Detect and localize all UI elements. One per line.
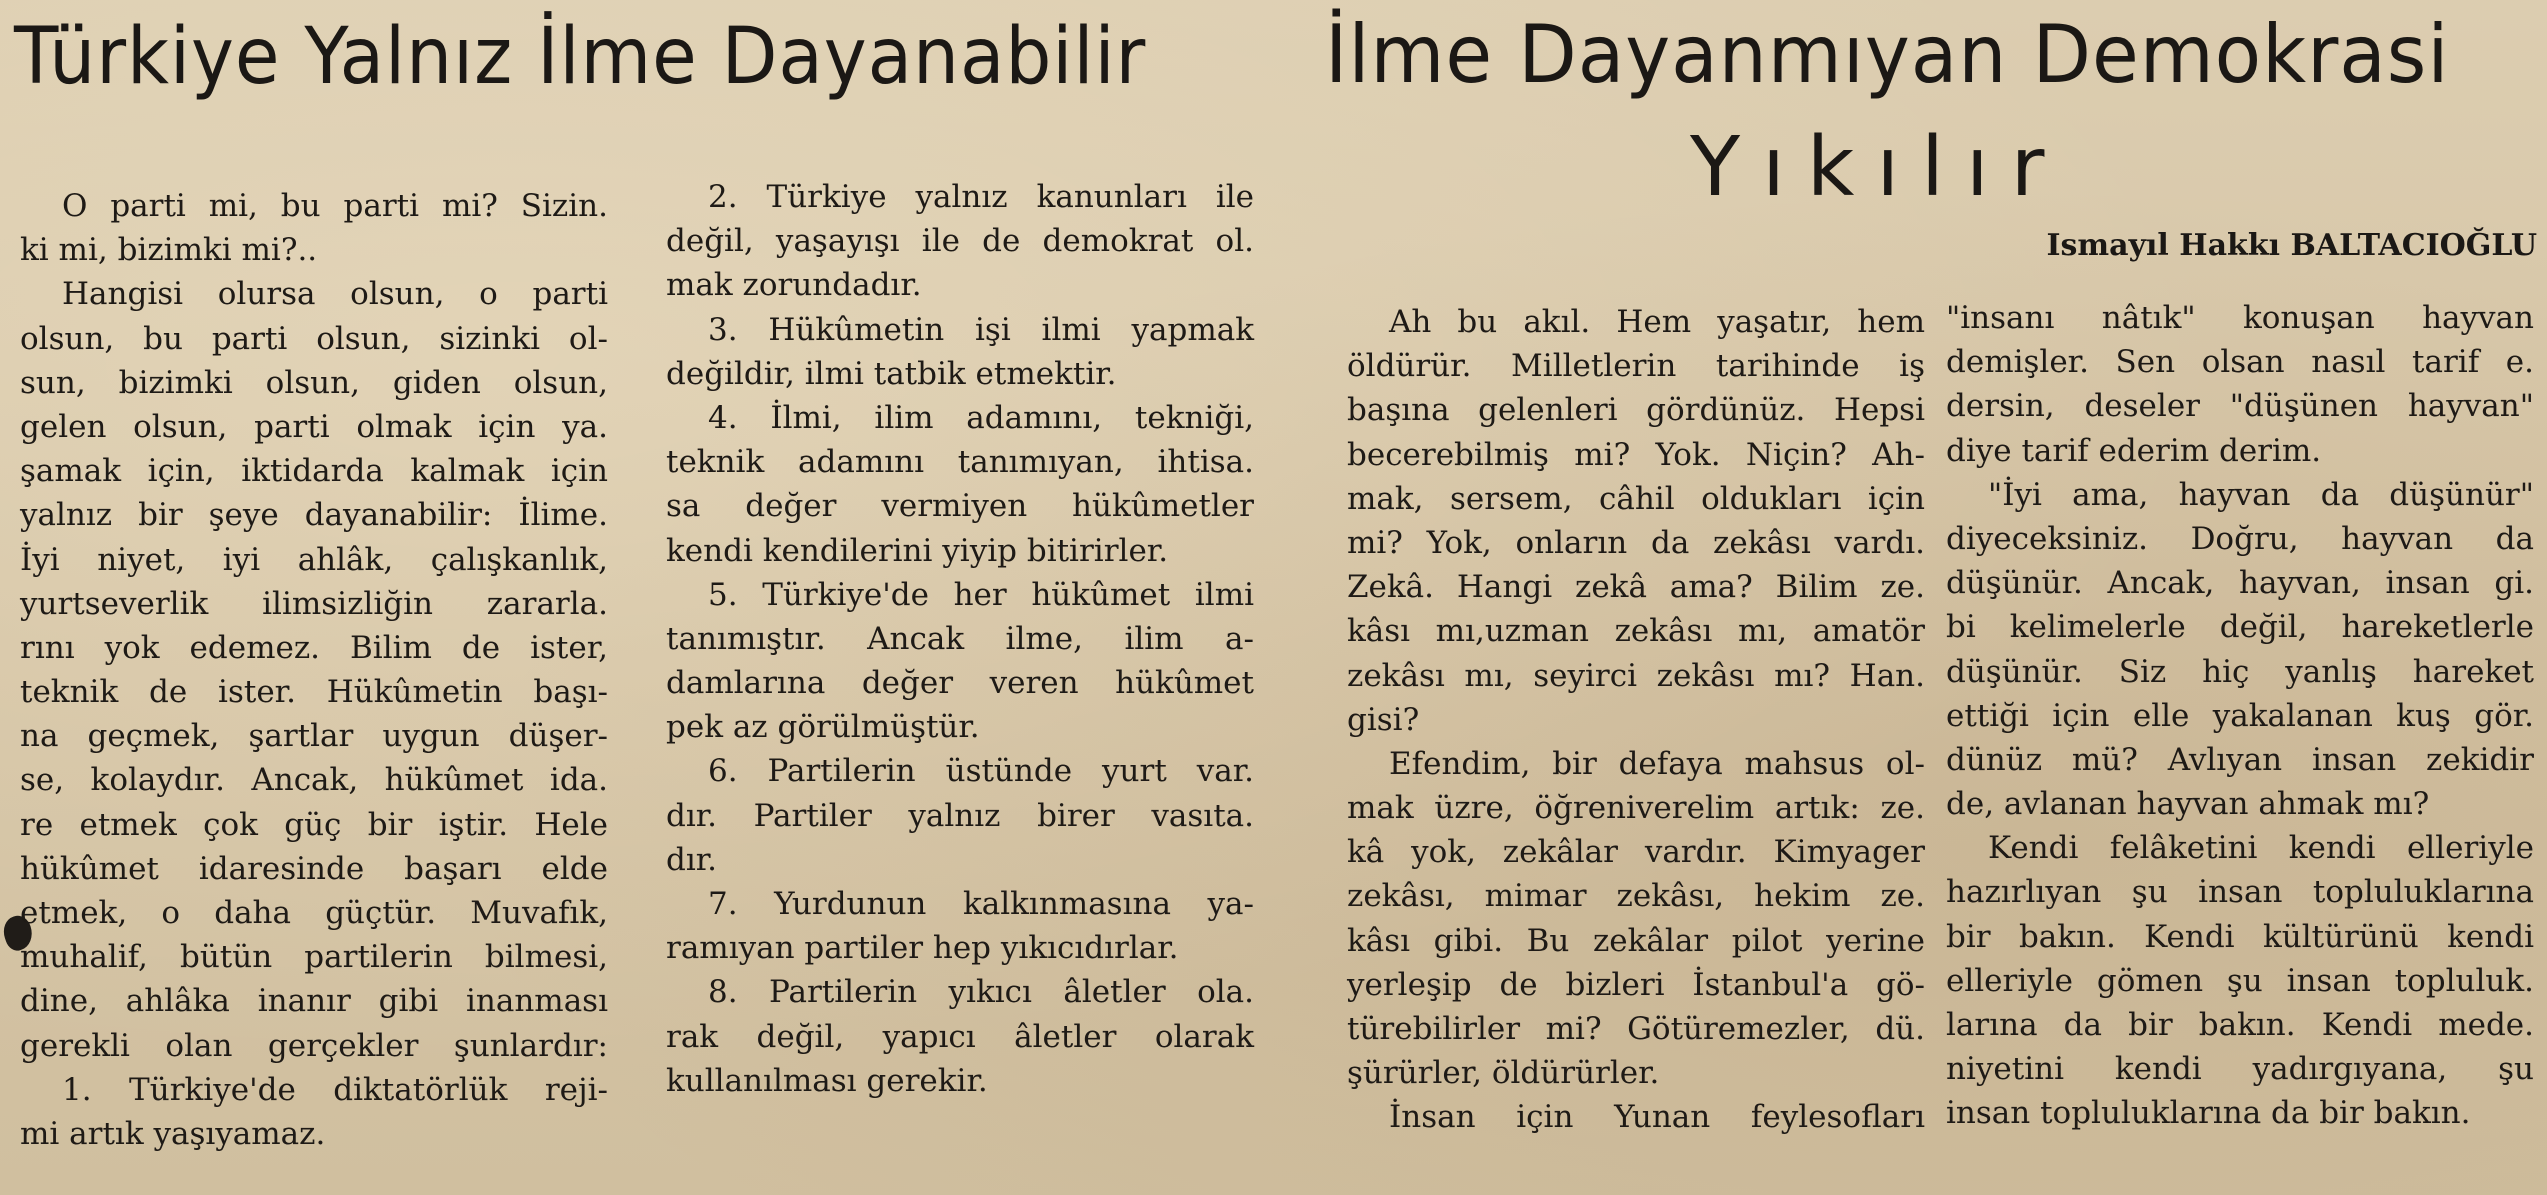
text-line: demişler. Sen olsan nasıl tarif e. [1946, 344, 2534, 381]
text-line: zekâsı, mimar zekâsı, hekim ze. [1347, 878, 1925, 915]
text-line: "İyi ama, hayvan da düşünür" [1988, 476, 2534, 513]
text-line: başına gelenleri gördünüz. Hepsi [1347, 392, 1925, 429]
headline-left: Türkiye Yalnız İlme Dayanabilir [14, 12, 1147, 102]
text-line: niyetini kendi yadırgıyana, şu [1946, 1051, 2534, 1088]
text-line: bi kelimelerle değil, hareketlerle [1946, 609, 2534, 646]
text-line: dünüz mü? Avlıyan insan zekidir [1946, 741, 2534, 778]
text-line: 1. Türkiye'de diktatörlük reji- [62, 1071, 608, 1108]
text-line: kâ yok, zekâlar vardır. Kimyager [1347, 834, 1925, 871]
article-column-2 [666, 175, 1254, 1103]
text-line: kullanılması gerekir. [666, 1062, 988, 1099]
text-line: bir bakın. Kendi kültürünü kendi [1946, 918, 2534, 955]
text-line: teknik de ister. Hükûmetin başı- [20, 674, 608, 711]
text-line: İnsan için Yunan feylesofları [1389, 1099, 1925, 1136]
text-line: kâsı gibi. Bu zekâlar pilot yerine [1347, 922, 1925, 959]
text-line: larına da bir bakın. Kendi mede. [1946, 1007, 2534, 1043]
text-line: mak, sersem, câhil oldukları için [1347, 480, 1925, 517]
text-line: öldürür. Milletlerin tarihinde iş [1347, 348, 1925, 385]
text-line: gisi? [1347, 701, 1420, 738]
text-line: Efendim, bir defaya mahsus ol- [1389, 745, 1925, 782]
text-line: yerleşip de bizleri İstanbul'a gö- [1347, 966, 1925, 1003]
text-line: 6. Partilerin üstünde yurt var. [708, 753, 1254, 790]
text-line: mi? Yok, onların da zekâsı vardı. [1347, 524, 1925, 561]
text-line: İyi niyet, iyi ahlâk, çalışkanlık, [20, 541, 608, 578]
text-line: mak üzre, öğreniverelim artık: ze. [1347, 790, 1925, 827]
text-line: zekâsı mı, seyirci zekâsı mı? Han. [1347, 657, 1925, 694]
text-line: O parti mi, bu parti mi? Sizin. [62, 188, 608, 224]
text-line: değildir, ilmi tatbik etmektir. [666, 355, 1117, 392]
text-line: yurtseverlik ilimsizliğin zararla. [20, 585, 608, 622]
author-byline: Ismayıl Hakkı BALTACIOĞLU [2046, 228, 2537, 263]
article-column-1 [20, 184, 608, 1156]
text-line: türebilirler mi? Götüremezler, dü. [1347, 1011, 1925, 1047]
text-line: ramıyan partiler hep yıkıcıdırlar. [666, 930, 1179, 967]
text-line: damlarına değer veren hükûmet [666, 665, 1254, 702]
text-line: Hangisi olursa olsun, o parti [62, 276, 608, 313]
text-line: re etmek çok güç bir iştir. Hele [20, 806, 608, 843]
text-line: sun, bizimki olsun, giden olsun, [20, 364, 608, 401]
text-line: gelen olsun, parti olmak için ya. [20, 408, 608, 445]
text-line: etmek, o daha güçtür. Muvafık, [20, 895, 608, 931]
text-line: şürürler, öldürürler. [1347, 1055, 1660, 1092]
text-line: dır. [666, 841, 718, 878]
text-line: tanımıştır. Ancak ilme, ilim a- [666, 620, 1254, 657]
text-line: teknik adamını tanımıyan, ihtisa. [666, 444, 1254, 481]
text-line: yalnız bir şeye dayanabilir: İlime. [20, 497, 608, 534]
text-line: sa değer vermiyen hükûmetler [666, 488, 1254, 525]
text-line: düşünür. Siz hiç yanlış hareket [1946, 653, 2534, 690]
text-line: elleriyle gömen şu insan topluluk. [1946, 962, 2534, 999]
text-line: ki mi, bizimki mi?.. [20, 232, 318, 269]
text-line: Ah bu akıl. Hem yaşatır, hem [1389, 304, 1925, 340]
text-line: diye tarif ederim derim. [1946, 432, 2322, 469]
text-line: se, kolaydır. Ancak, hükûmet ida. [20, 762, 608, 799]
text-line: ettiği için elle yakalanan kuş gör. [1946, 697, 2534, 734]
text-line: becerebilmiş mi? Yok. Niçin? Ah- [1347, 436, 1925, 473]
headline-right-line-2: Yıkılır [1690, 120, 2067, 215]
text-line: Kendi felâketini kendi elleriyle [1988, 830, 2534, 867]
text-line: dersin, deseler "düşünen hayvan" [1946, 388, 2534, 425]
text-line: 4. İlmi, ilim adamını, tekniği, [708, 399, 1254, 436]
text-line: mi artık yaşıyamaz. [20, 1115, 326, 1152]
text-line: hükûmet idaresinde başarı elde [20, 850, 608, 887]
text-line: muhalif, bütün partilerin bilmesi, [20, 939, 608, 976]
article-column-3 [1347, 300, 1925, 1140]
text-line: insan topluluklarına da bir bakın. [1946, 1095, 2471, 1132]
text-line: "insanı nâtık" konuşan hayvan [1946, 300, 2534, 336]
text-line: kendi kendilerini yiyip bitirirler. [666, 532, 1169, 569]
text-line: na geçmek, şartlar uygun düşer- [20, 718, 608, 755]
text-line: gerekli olan gerçekler şunlardır: [20, 1027, 608, 1064]
text-line: de, avlanan hayvan ahmak mı? [1946, 786, 2430, 823]
text-line: değil, yaşayışı ile de demokrat ol. [666, 223, 1254, 260]
text-line: şamak için, iktidarda kalmak için [20, 453, 608, 490]
text-line: 2. Türkiye yalnız kanunları ile [708, 179, 1254, 215]
text-line: pek az görülmüştür. [666, 709, 980, 746]
text-line: dine, ahlâka inanır gibi inanması [20, 983, 608, 1020]
text-line: rak değil, yapıcı âletler olarak [666, 1018, 1254, 1055]
text-line: rını yok edemez. Bilim de ister, [20, 629, 608, 666]
text-line: kâsı mı,uzman zekâsı mı, amatör [1347, 613, 1925, 650]
text-line: hazırlıyan şu insan topluluklarına [1946, 874, 2534, 911]
text-line: olsun, bu parti olsun, sizinki ol- [20, 320, 608, 357]
text-line: Zekâ. Hangi zekâ ama? Bilim ze. [1347, 569, 1925, 606]
text-line: düşünür. Ancak, hayvan, insan gi. [1946, 565, 2534, 602]
text-line: dır. Partiler yalnız birer vasıta. [666, 797, 1254, 834]
text-line: mak zorundadır. [666, 267, 922, 304]
text-line: 5. Türkiye'de her hükûmet ilmi [708, 576, 1254, 613]
text-line: 8. Partilerin yıkıcı âletler ola. [708, 974, 1254, 1011]
text-line: 7. Yurdunun kalkınmasına ya- [708, 886, 1254, 922]
article-column-4 [1946, 296, 2534, 1136]
text-line: 3. Hükûmetin işi ilmi yapmak [708, 311, 1254, 348]
text-line: diyeceksiniz. Doğru, hayvan da [1946, 520, 2534, 557]
headline-right-line-1: İlme Dayanmıyan Demokrasi [1325, 8, 2450, 101]
